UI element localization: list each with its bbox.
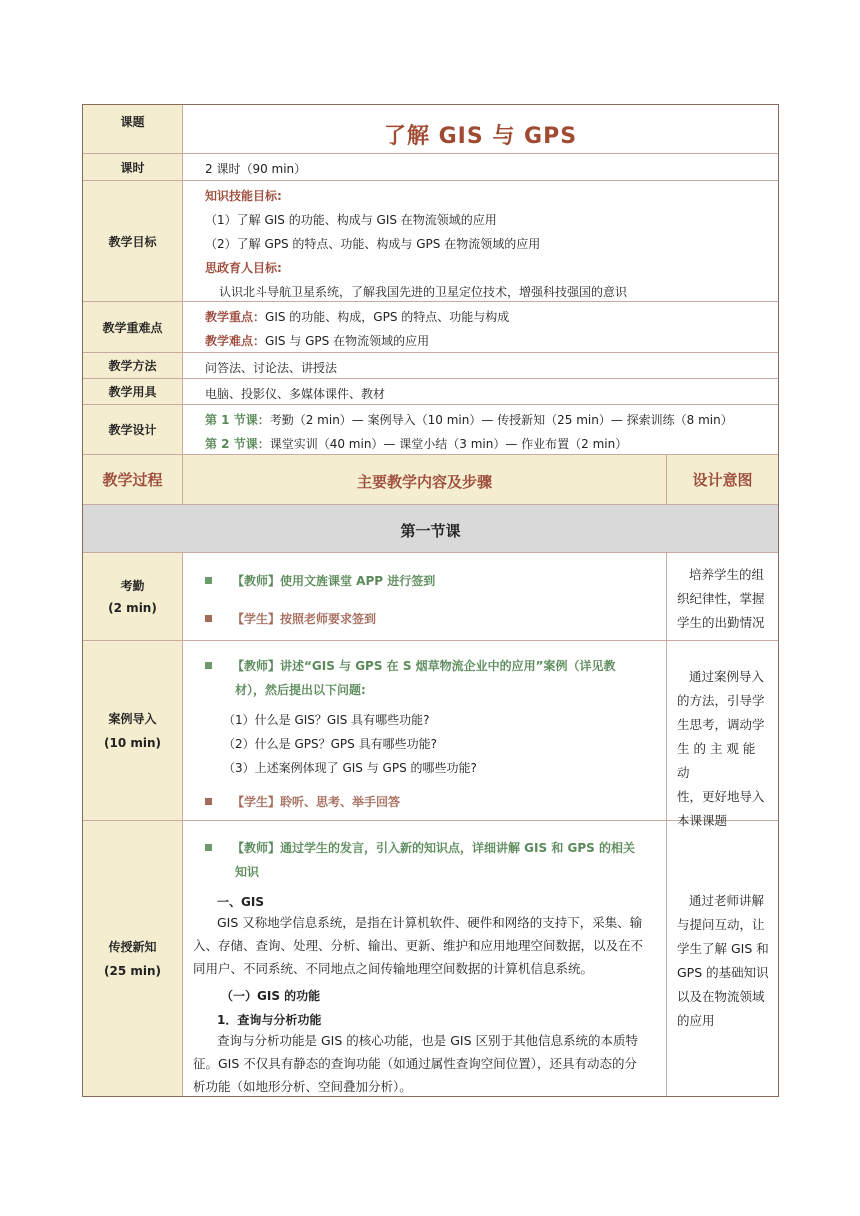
case-intent-1: 通过案例导入 <box>689 669 765 684</box>
teach-label: 传授新知 <box>108 939 157 954</box>
tools-label: 教学用具 <box>83 379 183 404</box>
teach-para2-line1: 查询与分析功能是 GIS 的核心功能，也是 GIS 区别于其他信息系统的本质特 <box>217 1033 639 1048</box>
bullet-square-icon <box>205 615 212 622</box>
goals-label: 教学目标 <box>83 181 183 301</box>
teach-intent-3: 学生了解 GIS 和 <box>677 941 769 956</box>
attendance-time: (2 min) <box>108 600 157 615</box>
focus-key-title: 教学重点： <box>205 310 266 324</box>
section-title-row <box>83 505 778 553</box>
process-header-col3: 设计意图 <box>692 470 753 489</box>
hours-value: 2 课时（90 min） <box>205 162 307 176</box>
design-1-text: 考勤（2 min）— 案例导入（10 min）— 传授新知（25 min）— 探索训练（8 min） <box>269 413 733 427</box>
goals-ideology-1: 认识北斗导航卫星系统，了解我国先进的卫星定位技术，增强科技强国的意识 <box>219 285 628 299</box>
goals-knowledge-1: （1）了解 GIS 的功能、构成与 GIS 在物流领域的应用 <box>205 213 497 227</box>
teach-intent-1: 通过老师讲解 <box>689 893 765 908</box>
attendance-intent-3: 学生的出勤情况 <box>677 615 765 630</box>
case-row <box>83 641 778 828</box>
design-2-text: 课堂实训（40 min）— 课堂小结（3 min）— 作业布置（2 min） <box>269 437 628 451</box>
process-header-col2: 主要教学内容及步骤 <box>356 473 492 491</box>
teach-heading-1: 一、GIS <box>217 895 264 909</box>
teach-heading-3: 1．查询与分析功能 <box>217 1013 322 1027</box>
bullet-square-icon <box>205 577 212 584</box>
hours-row <box>83 154 778 181</box>
case-time: (10 min) <box>103 735 161 750</box>
attendance-row <box>83 553 778 641</box>
case-student: 【学生】聆听、思考、举手回答 <box>232 795 401 809</box>
bullet-square-icon <box>205 798 212 805</box>
case-intent-6: 本课课题 <box>677 813 728 828</box>
case-label: 案例导入 <box>108 711 157 726</box>
hours-label: 课时 <box>83 154 183 180</box>
teach-intent-6: 的应用 <box>677 1013 715 1028</box>
teach-heading-2: （一）GIS 的功能 <box>221 989 321 1003</box>
goals-ideology-title: 思政育人目标: <box>205 261 282 275</box>
tools-row <box>83 379 778 405</box>
design-1-title: 第 1 节课： <box>205 413 270 427</box>
topic-label: 课题 <box>83 105 183 153</box>
case-teacher-1: 【教师】讲述“GIS 与 GPS 在 S 烟草物流企业中的应用”案例（详见教 <box>232 659 616 673</box>
attendance-teacher: 【教师】使用文旌课堂 APP 进行签到 <box>232 574 436 588</box>
teach-teacher-1: 【教师】通过学生的发言，引入新的知识点，详细讲解 GIS 和 GPS 的相关 <box>232 841 635 855</box>
topic-row <box>83 105 778 154</box>
teach-row <box>83 821 778 1096</box>
teach-para1-line3: 同用户、不同系统、不同地点之间传输地理空间数据的计算机信息系统。 <box>193 961 594 976</box>
teach-para2-line3: 析功能（如地形分析、空间叠加分析）。 <box>193 1079 412 1094</box>
teach-intent-5: 以及在物流领域 <box>677 989 765 1004</box>
method-value: 问答法、讨论法、讲授法 <box>205 361 338 375</box>
method-label: 教学方法 <box>83 353 183 378</box>
method-row <box>83 353 778 379</box>
focus-diff-title: 教学难点： <box>205 334 266 348</box>
lesson-plan-table <box>82 104 779 1097</box>
teach-time: (25 min) <box>103 963 161 978</box>
bullet-square-icon <box>205 844 212 851</box>
tools-value: 电脑、投影仪、多媒体课件、教材 <box>205 387 386 401</box>
process-header-row <box>83 455 778 505</box>
case-question-1: （1）什么是 GIS？GIS 具有哪些功能? <box>223 713 430 727</box>
teach-para2-line2: 征。GIS 不仅具有静态的查询功能（如通过属性查询空间位置），还具有动态的分 <box>193 1056 638 1071</box>
focus-label: 教学重难点 <box>83 302 183 352</box>
attendance-intent-1: 培养学生的组 <box>689 567 765 582</box>
section-title: 第一节课 <box>400 522 461 540</box>
teach-para1-line1: GIS 又称地学信息系统，是指在计算机软件、硬件和网络的支持下，采集、输 <box>217 915 643 930</box>
teach-intent-4: GPS 的基础知识 <box>677 965 769 980</box>
design-label: 教学设计 <box>83 405 183 454</box>
teach-intent-2: 与提问互动，让 <box>677 917 765 932</box>
case-question-3: （3）上述案例体现了 GIS 与 GPS 的哪些功能? <box>223 761 477 775</box>
bullet-square-icon <box>205 662 212 669</box>
design-row <box>83 405 778 455</box>
attendance-intent-2: 织纪律性，掌握 <box>677 591 765 606</box>
focus-diff-text: GIS 与 GPS 在物流领域的应用 <box>265 334 430 348</box>
attendance-label: 考勤 <box>120 578 145 593</box>
case-intent-4: 生 的 主 观 能 动 <box>677 741 756 780</box>
teach-teacher-2: 知识 <box>235 865 260 879</box>
goals-knowledge-2: （2）了解 GPS 的特点、功能、构成与 GPS 在物流领域的应用 <box>205 237 541 251</box>
focus-row <box>83 302 778 353</box>
design-2-title: 第 2 节课： <box>205 437 270 451</box>
case-intent-5: 性，更好地导入 <box>677 789 765 804</box>
process-header-col1: 教学过程 <box>102 471 163 489</box>
goals-knowledge-title: 知识技能目标: <box>205 189 282 203</box>
focus-key-text: GIS 的功能、构成，GPS 的特点、功能与构成 <box>265 310 510 324</box>
case-intent-2: 的方法，引导学 <box>677 693 765 708</box>
case-question-2: （2）什么是 GPS？GPS 具有哪些功能? <box>223 737 437 751</box>
teach-para1-line2: 入、存储、查询、处理、分析、输出、更新、维护和应用地理空间数据，以及在不 <box>193 938 644 953</box>
attendance-student: 【学生】按照老师要求签到 <box>232 612 377 626</box>
case-intent-3: 生思考，调动学 <box>677 717 765 732</box>
goals-row <box>83 181 778 302</box>
page-title: 了解 GIS 与 GPS <box>383 124 578 149</box>
case-teacher-2: 材），然后提出以下问题: <box>235 683 366 697</box>
